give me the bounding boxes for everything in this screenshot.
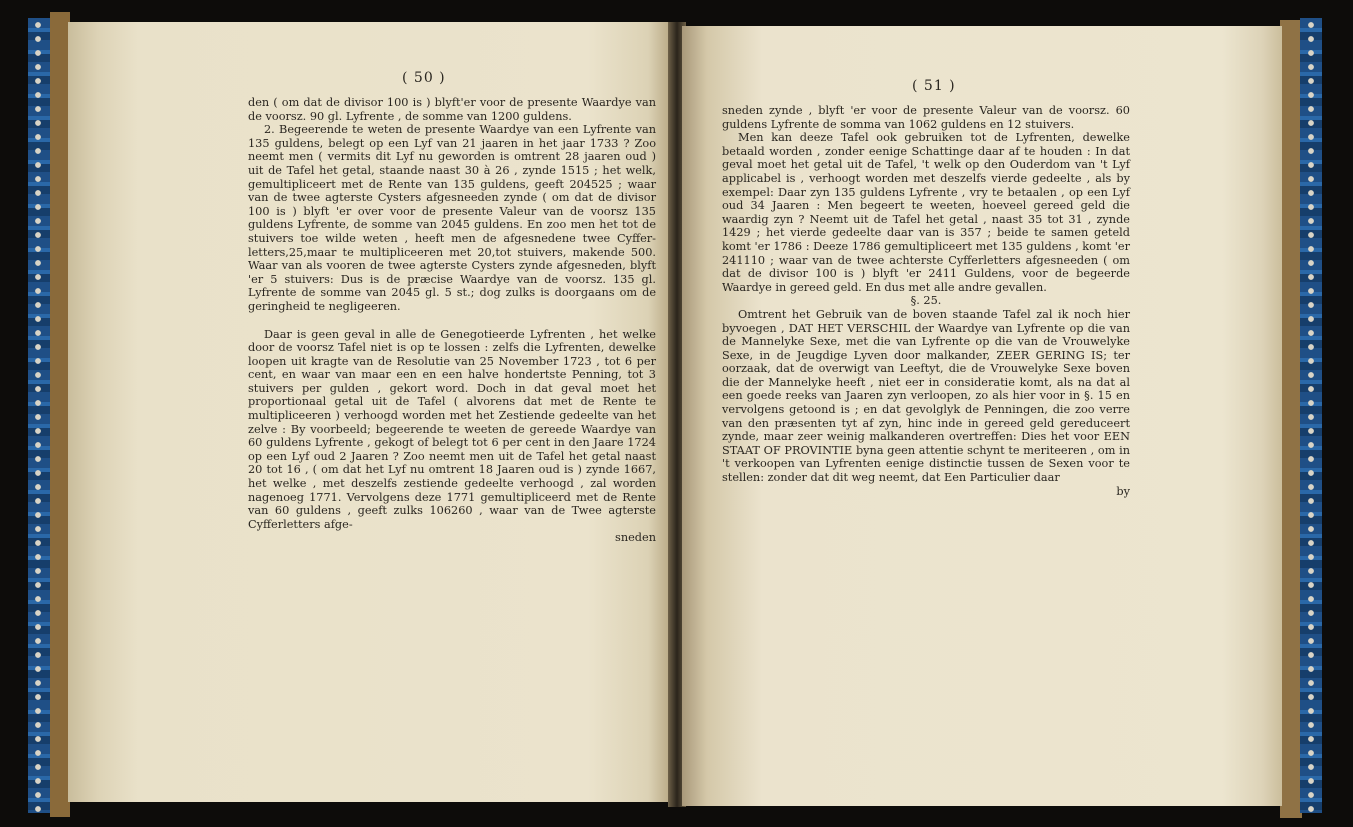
book-binding-left <box>28 18 50 813</box>
book-cover-left <box>50 12 70 817</box>
page-number-left: ( 50 ) <box>402 70 446 86</box>
right-page <box>682 26 1282 806</box>
right-paragraph-2: Men kan deeze Tafel ook gebruiken tot de Lyfrenten, dewelke betaald worden , zonder eenige Schattinge daar af te houden : In dat geval moet het getal uit de Tafel, 't welk op den Ouderdom van 't Lyf applicabel is , verhoogt worden met deszelfs vierde gedeelte , als by exempel: Daar zyn 135 guldens Lyfrente , vry te betaalen , op een Lyf oud 34 Jaaren : Men begeert te weeten, hoeveel gereed geld die waardig zyn ? Neemt uit de Tafel het getal , naast 35 tot 31 , zynde 1429 ; het vierde gedeelte daar van is 357 ; beide te samen geteld komt 'er 1786 : Deeze 1786 gemultipliceert met 135 guldens , komt 'er 241110 ; waar van de twee achterste Cyfferletters afgesneeden ( om dat de divisor 100 is ) blyft 'er 2411 Guldens, voor de begeerde Waardye in gereed geld. En dus met alle andre gevallen. <box>722 131 1130 294</box>
right-page-text <box>722 104 1130 498</box>
left-page-text <box>248 96 656 545</box>
book-binding-right <box>1300 18 1322 813</box>
left-paragraph-1: den ( om dat de divisor 100 is ) blyft'er voor de presente Waardye van de voorsz. 90 gl. Lyfrente , de somme van 1200 guldens. <box>248 96 656 123</box>
left-paragraph-2: 2. Begeerende te weten de presente Waardye van een Lyfrente van 135 guldens, belegt op een Lyf van 21 jaaren in het jaar 1733 ? Zoo neemt men ( vermits dit Lyf nu geworden is omtrent 28 jaaren oud ) uit de Tafel het getal, staande naast 30 à 26 , zynde 1515 ; het welk, gemultipliceert met de Rente van 135 guldens, geeft 204525 ; waar van de twee agterste Cysters afgesneeden zynde ( om dat de divisor 100 is ) blyft 'er over voor de presente Valeur van de voorsz 135 guldens Lyfrente, de somme van 2045 guldens. En zoo men het tot de stuivers toe wilde weten , heeft men de afgesnedene twee Cyffer-letters,25,maar te multipliceeren met 20,tot stuivers, makende 500. Waar van als vooren de twee agterste Cysters zynde afgesneden, blyft 'er 5 stuivers: Dus is de præcise Waardye van de voorsz. 135 gl. Lyfrente de somme van 2045 gl. 5 st.; dog zulks is doorgaans om de geringheid te negligeeren. <box>248 123 656 313</box>
left-paragraph-3: Daar is geen geval in alle de Genegotieerde Lyfrenten , het welke door de voorsz Tafel niet is op te lossen : zelfs die Lyfrenten, dewelke loopen uit kragte van de Resolutie van 25 November 1723 , tot 6 per cent, en waar van maar een en een halve hondertste Penning, tot 3 stuivers per gulden , gekort word. Doch in dat geval moet het proportionaal getal uit de Tafel ( alvorens dat met de Rente te multipliceeren ) verhoogd worden met het Zestiende gedeelte van het zelve : By voorbeeld; begeerende te weeten de gereede Waardye van 60 guldens Lyfrente , gekogt of belegt tot 6 per cent in den Jaare 1724 op een Lyf oud 2 Jaaren ? Zoo neemt men uit de Tafel het getal naast 20 tot 16 , ( om dat het Lyf nu omtrent 18 Jaaren oud is ) zynde 1667, het welke , met deszelfs zestiende gedeelte verhoogd , zal worden nagenoeg 1771. Vervolgens deze 1771 gemultipliceerd met de Rente van 60 guldens , geeft zulks 106260 , waar van de Twee agterste Cyfferletters afge- <box>248 327 656 531</box>
catchword-right: by <box>1116 484 1130 498</box>
section-heading: §. 25. <box>910 294 942 308</box>
page-number-right: ( 51 ) <box>912 78 956 94</box>
book-cover-right <box>1280 20 1302 818</box>
left-page <box>68 22 671 802</box>
right-paragraph-1: sneden zynde , blyft 'er voor de presente Valeur van de voorsz. 60 guldens Lyfrente de somma van 1062 guldens en 12 stuivers. <box>722 104 1130 131</box>
catchword-left: sneden <box>615 531 656 545</box>
right-paragraph-3: Omtrent het Gebruik van de boven staande Tafel zal ik noch hier byvoegen , DAT HET VERSCHIL der Waardye van Lyfrente op die van de Mannelyke Sexe, met die van Lyfrente op die van de Vrouwelyke Sexe, in de Jeugdige Lyven door malkander, ZEER GERING IS; ter oorzaak, dat de overwigt van Leeftyt, die de Vrouwelyke Sexe boven die der Mannelyke heeft , niet eer in consideratie komt, als na dat al een goede reeks van Jaaren zyn verloopen, zo als hier voor in §. 15 en vervolgens getoond is ; en dat gevolglyk de Penningen, die zoo verre van den præsenten tyt af zyn, hinc inde in gereed geld gereduceert zynde, maar zeer weinig malkanderen overtreffen: Dies het voor EEN STAAT OF PROVINTIE byna geen attentie schynt te meriteeren , om in 't verkoopen van Lyfrenten eenige distinctie tussen de Sexen voor te stellen: zonder dat dit weg neemt, dat Een Particulier daar <box>722 307 1130 485</box>
